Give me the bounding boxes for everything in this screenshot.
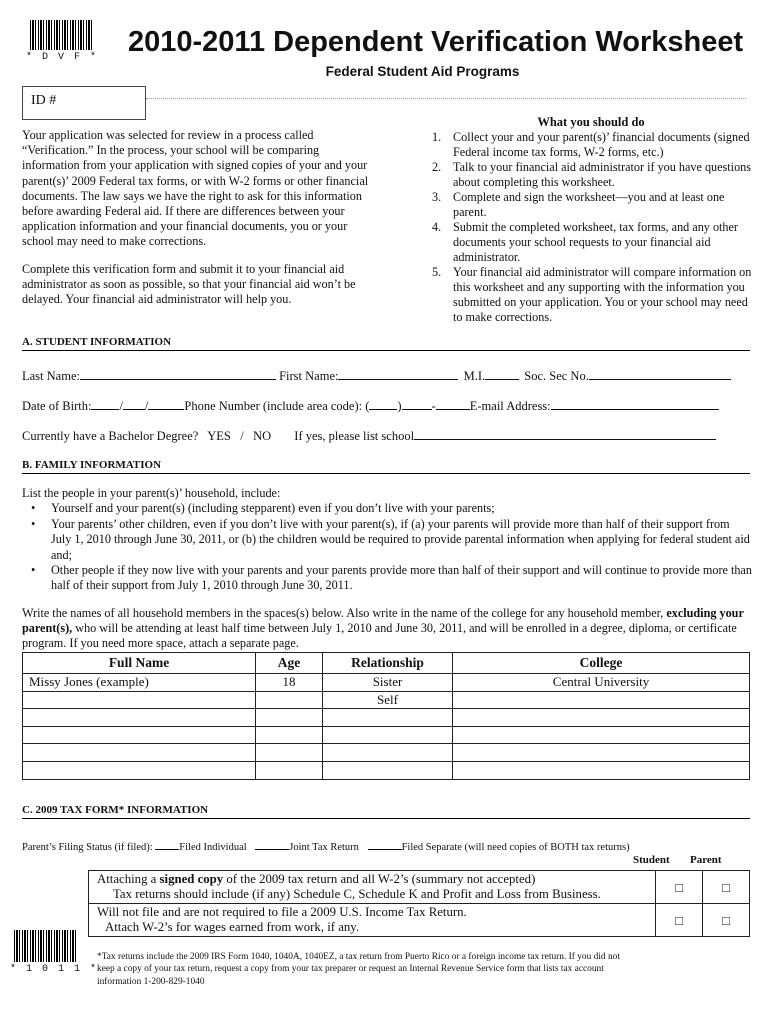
tax-footnote: *Tax returns include the 2009 IRS Form 1040, 1040A, 1040EZ, a tax return from Puerto Rico or a foreign income tax return. If you did not keep a copy of your tax return, request a copy from your tax preparer or request an Internal Revenue Service form that lists tax account information 1-200-829-1040 [97,952,620,987]
cell-age[interactable]: 18 [256,674,323,692]
barcode-top [30,20,94,50]
list-item: 1. Collect your and your parent(s)’ financial documents (signed Federal income tax forms, W-2 forms, etc.) [432,130,750,159]
list-item: 4. Submit the completed worksheet, tax forms, and any other documents your school requests to your financial aid administrator. [432,220,738,264]
table-row [23,709,750,727]
list-item: 2. Talk to your financial aid administrator if you have questions about completing this worksheet. [432,160,752,189]
name-row [22,368,731,384]
cell-college[interactable] [453,761,750,779]
table-header-row [23,653,750,674]
dob-label: Date of Birth: [22,399,92,413]
col-relationship: Relationship [323,653,453,674]
phone-prefix-input[interactable] [402,398,432,410]
cell-relationship[interactable]: Sister [323,674,453,692]
table-row [23,726,750,744]
cell-name[interactable] [23,709,256,727]
filed-separate-input[interactable] [368,840,402,850]
dob-day-input[interactable] [123,398,145,410]
bachelor-row: Currently have a Bachelor Degree? YES / NO If yes, please list school [22,428,716,444]
school-input[interactable] [414,428,716,440]
page-title: 2010-2011 Dependent Verification Worksheet [128,26,744,58]
parent-col-label: Parent [690,854,722,866]
school-label: If yes, please list school [294,429,415,443]
student-col-label: Student [633,854,670,866]
cell-age[interactable] [256,709,323,727]
bachelor-label: Currently have a Bachelor Degree? [22,429,199,443]
household-intro: List the people in your parent(s)’ household, include: [22,486,281,500]
dob-year-input[interactable] [148,398,184,410]
email-input[interactable] [551,398,719,410]
cell-age[interactable] [256,726,323,744]
ssn-input[interactable] [589,368,731,380]
section-a-heading: A. STUDENT INFORMATION [22,336,750,351]
id-label: ID # [31,93,57,108]
cell-relationship[interactable] [323,709,453,727]
filing-status-label: Parent’s Filing Status (if filed): [22,842,153,853]
col-full-name: Full Name [23,653,256,674]
yes-option[interactable]: YES [207,429,231,443]
list-item: • Yourself and your parent(s) (including stepparent) even if you don’t live with your parents; [47,501,752,516]
mi-label: M.I. [463,369,486,383]
household-instructions [22,486,752,594]
cell-name[interactable] [23,726,256,744]
tax-form-table [88,870,750,937]
cell-relationship[interactable]: Self [323,691,453,709]
dob-month-input[interactable] [91,398,119,410]
first-name-input[interactable] [338,368,458,380]
table-row [23,674,750,692]
no-option[interactable]: NO [253,429,272,443]
cell-relationship[interactable] [323,744,453,762]
filing-status-row [22,840,630,853]
intro-paragraph-1: Your application was selected for review in a process called “Verification.” In the process, your school will be comparing information from your application with signed copies of your and your parent(s)’ 2009 Federal tax forms, or with W-2 forms or other financial documents. The law says we have the right to ask for this information before awarding Federal aid. If there are differences between your application information and your financial documents, you or your school may need to make corrections. [22,128,369,249]
mi-input[interactable] [485,368,519,380]
cell-college[interactable] [453,726,750,744]
table-row [89,904,750,937]
cell-college[interactable] [453,709,750,727]
cell-age[interactable] [256,691,323,709]
col-college: College [453,653,750,674]
id-field[interactable] [22,86,146,120]
cell-college[interactable]: Central University [453,674,750,692]
table-row [23,761,750,779]
cell-college[interactable] [453,691,750,709]
household-table [22,652,750,780]
cell-name[interactable] [23,744,256,762]
table-row [89,871,750,904]
cell-age[interactable] [256,761,323,779]
section-b-heading: B. FAMILY INFORMATION [22,459,750,474]
first-name-label: First Name: [279,369,339,383]
last-name-input[interactable] [80,368,276,380]
household-write-instructions: Write the names of all household members in the spaces(s) below. Also write in the name of the college for any household member, excluding your parent(s), who will be attending at least half time between July 1, 2010 and June 30, 2011, and will be enrolled in a degree, diploma, or certificate program. If you need more space, attach a separate page. [22,606,744,651]
tax-option-not-filing: Will not file and are not required to file a 2009 U.S. Income Tax Return. Attach W-2’s for wages earned from work, if any. [89,904,656,937]
list-item: 3. Complete and sign the worksheet—you and at least one parent. [432,190,725,219]
parent-checkbox[interactable]: □ [703,904,750,937]
dob-row: Date of Birth: / / Phone Number (include area code): ( ) - E-mail Address: [22,398,719,414]
joint-return-input[interactable] [255,840,289,850]
barcode-bottom [14,930,76,962]
cell-age[interactable] [256,744,323,762]
cell-name[interactable] [23,761,256,779]
email-label: E-mail Address: [469,399,551,413]
joint-return-label: Joint Tax Return [289,842,359,853]
what-to-do-heading: What you should do [537,115,645,129]
area-code-input[interactable] [369,398,397,410]
cell-name[interactable] [23,691,256,709]
barcode-bottom-label: * 1 0 1 1 * [10,964,99,975]
cell-name[interactable]: Missy Jones (example) [23,674,256,692]
filed-individual-label: Filed Individual [179,842,247,853]
barcode-top-label: * D V F * [26,52,99,63]
list-item: • Your parents’ other children, even if you don’t live with your parent(s), if (a) your parents will provide more than half of their support from July 1, 2010 through June 30, 2011, or (b) the children would be required to provide parental information when applying for federal student aid and; [47,517,752,563]
last-name-label: Last Name: [22,369,80,383]
ssn-label: Soc. Sec No. [524,369,589,383]
phone-label: Phone Number (include area code): ( [184,399,370,413]
phone-line-input[interactable] [436,398,470,410]
cell-relationship[interactable] [323,726,453,744]
col-age: Age [256,653,323,674]
cell-college[interactable] [453,744,750,762]
filed-separate-label: Filed Separate (will need copies of BOTH tax returns) [401,842,630,853]
table-row [23,744,750,762]
tax-option-attaching: Attaching a signed copy of the 2009 tax return and all W-2’s (summary not accepted) Tax returns should include (if any) Schedule C, Schedule K and Profit and Loss from Business. [89,871,656,904]
student-checkbox[interactable]: □ [656,904,703,937]
student-checkbox[interactable]: □ [656,871,703,904]
intro-paragraph-2: Complete this verification form and submit it to your financial aid administrator as soon as possible, so that your financial aid won’t be delayed. Your financial aid administrator will help you. [22,262,356,307]
section-c-heading: C. 2009 TAX FORM* INFORMATION [22,804,750,819]
filed-individual-input[interactable] [155,840,179,850]
list-item: • Other people if they now live with your parents and your parents provide more than half of their support and will continue to provide more than half of their support from July 1, 2010 through June 30, 2011. [47,563,752,594]
divider [146,98,746,99]
table-row [23,691,750,709]
page-subtitle: Federal Student Aid Programs [325,64,520,79]
parent-checkbox[interactable]: □ [703,871,750,904]
what-to-do-list [426,130,756,325]
cell-relationship[interactable] [323,761,453,779]
list-item: 5. Your financial aid administrator will compare information on this worksheet and any supporting with the information you submitted on your application. You or your school may need to make corrections. [432,265,752,324]
